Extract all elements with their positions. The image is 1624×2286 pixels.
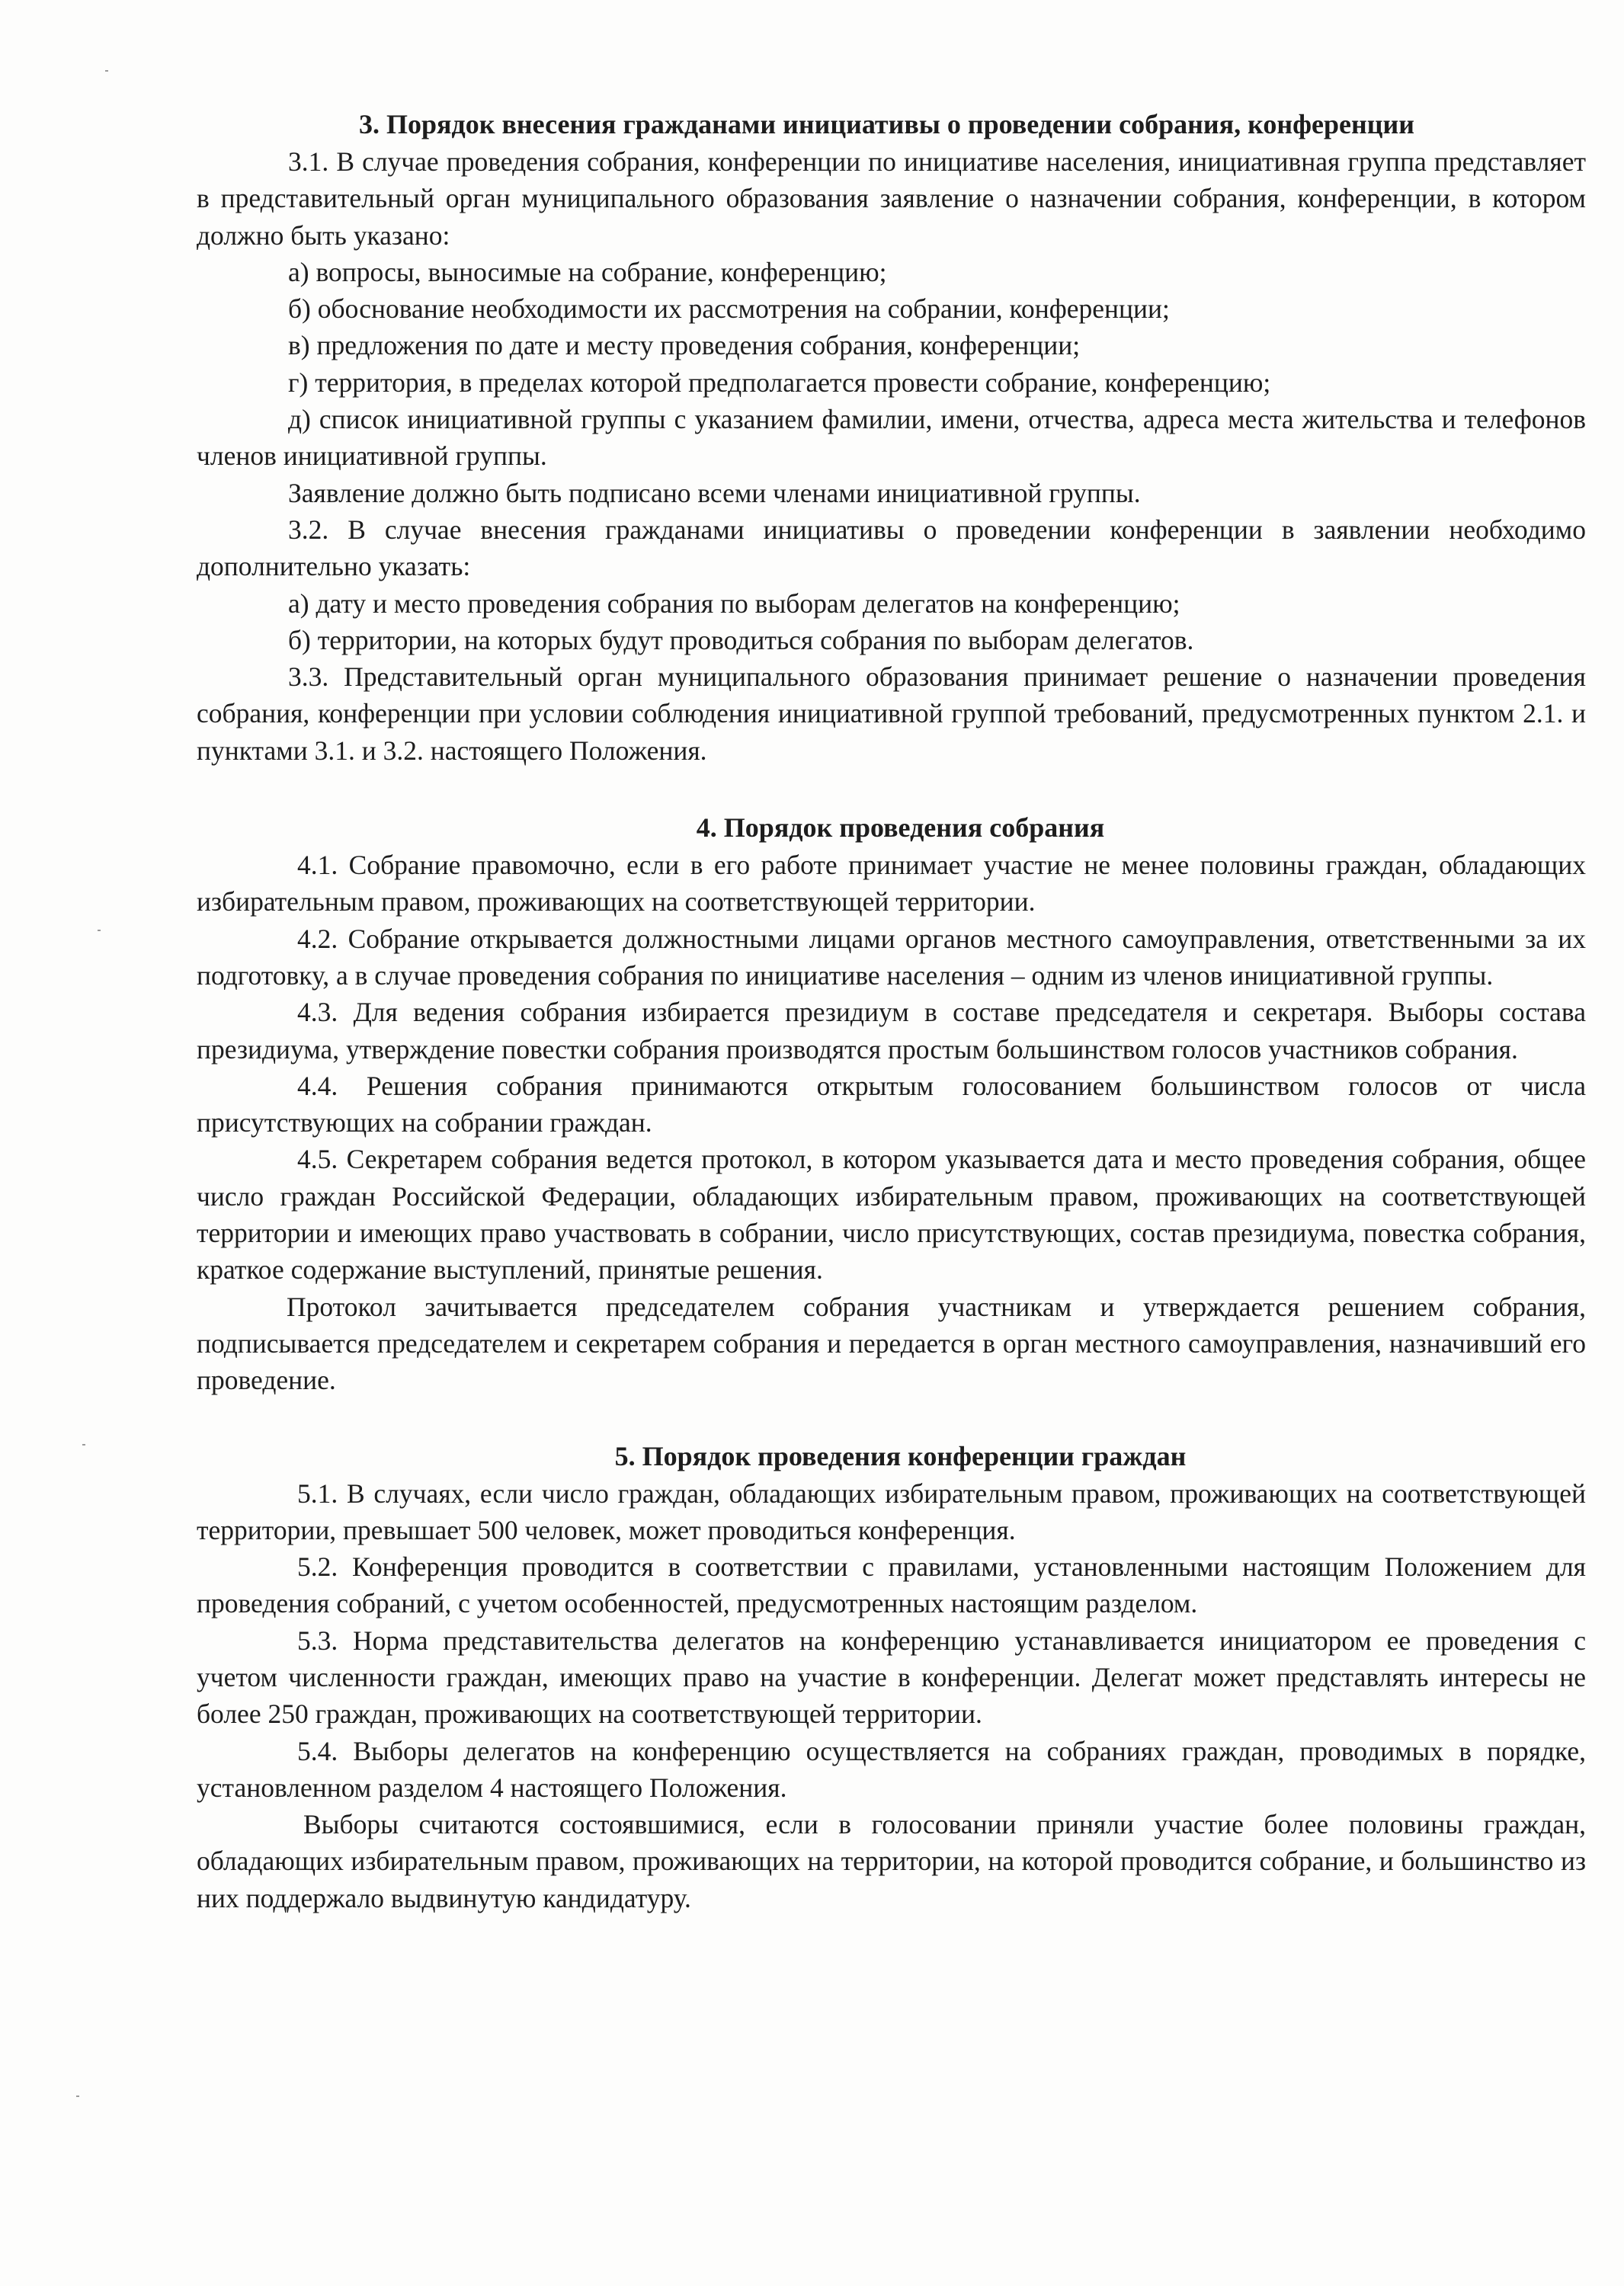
section-4 (197, 808, 1586, 1398)
list-item: а) дату и место проведения собрания по выборам делегатов на конференцию; (288, 588, 1180, 619)
paragraph-5-3: 5.3. Норма представительства делегатов на конференцию устанавливается инициатором ее проведения с учетом численности граждан, имеющих право на участие в конференции. Делегат может представлять интересы не более 250 граждан, проживающих на соответствующей территории. (197, 1625, 1586, 1730)
section-4-heading: 4. Порядок проведения собрания (696, 812, 1105, 844)
paragraph-4-5: 4.5. Секретарем собрания ведется протокол, в котором указывается дата и место проведения собрания, общее число граждан Российской Федерации, обладающих избирательным правом, проживающих на соответствующей территории и имеющих право участвовать в собрании, число присутствующих, состав президиума, повестка собрания, краткое содержание выступлений, принятые решения. (197, 1144, 1586, 1285)
scan-speck (105, 70, 108, 72)
paragraph-3-2: 3.2. В случае внесения гражданами инициативы о проведении конференции в заявлении необходимо дополнительно указать: (197, 514, 1586, 582)
paragraph-protocol: Протокол зачитывается председателем собрания участникам и утверждается решением собрания, подписывается председателем и секретарем собрания и передается в орган местного самоуправления, назначивший его проведение. (197, 1291, 1586, 1396)
list-item: б) обоснование необходимости их рассмотрения на собрании, конференции; (288, 293, 1170, 325)
section-3-heading: 3. Порядок внесения гражданами инициативы о проведении собрания, конференции (359, 109, 1414, 139)
list-item: б) территории, на которых будут проводиться собрания по выборам делегатов. (288, 624, 1194, 655)
paragraph-4-4: 4.4. Решения собрания принимаются открытым голосованием большинством голосов от числа присутствующих на собрании граждан. (197, 1070, 1586, 1138)
section-5-heading: 5. Порядок проведения конференции граждан (614, 1440, 1187, 1471)
list-item: в) предложения по дате и месту проведения собрания, конференции; (288, 330, 1081, 361)
list-item: д) список инициативной группы с указанием фамилии, имени, отчества, адреса места жительства и телефонов членов инициативной группы. (197, 404, 1586, 472)
section-5 (197, 1437, 1586, 1917)
paragraph-signature-note: Заявление должно быть подписано всеми членами инициативной группы. (288, 477, 1141, 508)
scan-speck (82, 1444, 85, 1446)
paragraph-5-1: 5.1. В случаях, если число граждан, обладающих избирательным правом, проживающих на соответствующей территории, превышает 500 человек, может проводиться конференция. (197, 1478, 1586, 1545)
paragraph-5-2: 5.2. Конференция проводится в соответствии с правилами, установленными настоящим Положением для проведения собраний, с учетом особенностей, предусмотренных настоящим разделом. (197, 1551, 1586, 1619)
section-3 (197, 105, 1586, 769)
paragraph-4-3: 4.3. Для ведения собрания избирается президиум в составе председателя и секретаря. Выборы состава президиума, утверждение повестки собрания производятся простым большинством голосов участников собрания. (197, 997, 1586, 1065)
paragraph-3-3: 3.3. Представительный орган муниципального образования принимает решение о назначении проведения собрания, конференции при условии соблюдения инициативной группой требований, предусмотренных пунктом 2.1. и пунктами 3.1. и 3.2. настоящего Положения. (197, 661, 1586, 766)
scan-speck (98, 930, 101, 931)
paragraph-4-1: 4.1. Собрание правомочно, если в его работе принимает участие не менее половины граждан, обладающих избирательным правом, проживающих на соответствующей территории. (197, 850, 1586, 917)
paragraph-elections-valid: Выборы считаются состоявшимися, если в голосовании приняли участие более половины граждан, обладающих избирательным правом, проживающих на территории, на которой проводится собрание, и большинство из них поддержало выдвинутую кандидатуру. (197, 1809, 1586, 1913)
list-item: г) территория, в пределах которой предполагается провести собрание, конференцию; (288, 367, 1271, 398)
list-item: а) вопросы, выносимые на собрание, конференцию; (288, 256, 887, 287)
scan-speck (76, 2096, 79, 2097)
paragraph-4-2: 4.2. Собрание открывается должностными лицами органов местного самоуправления, ответственными за их подготовку, а в случае проведения собрания по инициативе населения – одним из членов инициативной группы. (197, 923, 1586, 991)
paragraph-3-1: 3.1. В случае проведения собрания, конференции по инициативе населения, инициативная группа представляет в представительный орган муниципального образования заявление о назначении собрания, конференции, в котором должно быть указано: (197, 146, 1586, 251)
paragraph-5-4: 5.4. Выборы делегатов на конференцию осуществляется на собраниях граждан, проводимых в порядке, установленном разделом 4 настоящего Положения. (197, 1735, 1586, 1803)
